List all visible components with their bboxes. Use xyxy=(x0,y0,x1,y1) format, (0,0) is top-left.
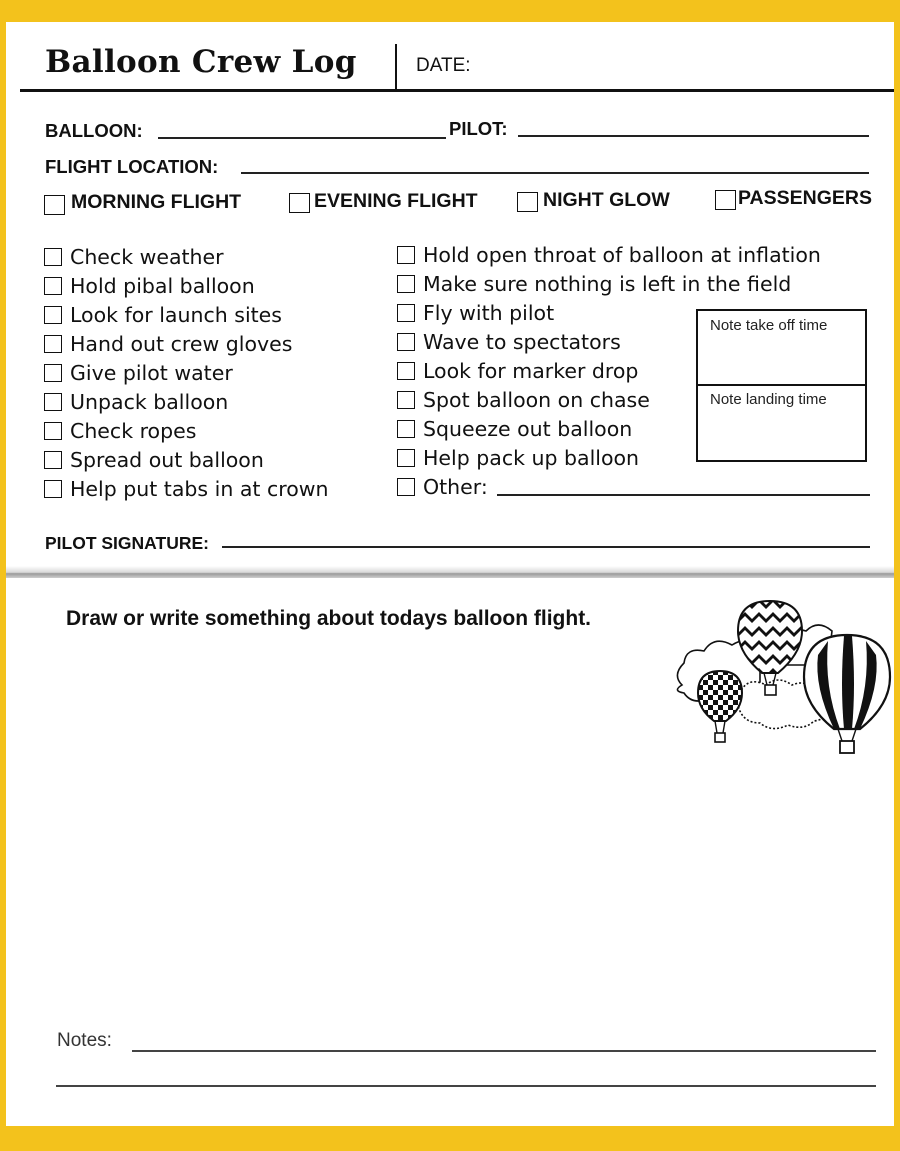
task-item-other[interactable]: Other: xyxy=(397,475,488,499)
task-checkbox[interactable] xyxy=(397,391,415,409)
drawing-prompt: Draw or write something about todays balloon flight. xyxy=(66,607,592,630)
task-checkbox[interactable] xyxy=(397,304,415,322)
pilot-label: PILOT: xyxy=(449,118,508,139)
task-item[interactable]: Help put tabs in at crown xyxy=(44,477,329,501)
task-checkbox[interactable] xyxy=(44,451,62,469)
task-checkbox[interactable] xyxy=(397,362,415,380)
task-item[interactable]: Unpack balloon xyxy=(44,390,228,414)
flight-location-field[interactable] xyxy=(241,172,869,174)
task-checkbox[interactable] xyxy=(44,335,62,353)
notes-label: Notes: xyxy=(57,1030,112,1051)
task-checkbox[interactable] xyxy=(44,248,62,266)
task-item[interactable]: Hold pibal balloon xyxy=(44,274,255,298)
task-item[interactable]: Check weather xyxy=(44,245,224,269)
page-title: Balloon Crew Log xyxy=(45,44,357,80)
task-checkbox[interactable] xyxy=(44,480,62,498)
task-checkbox[interactable] xyxy=(397,246,415,264)
pilot-field[interactable] xyxy=(518,135,869,137)
task-item[interactable]: Look for launch sites xyxy=(44,303,282,327)
task-item[interactable]: Hand out crew gloves xyxy=(44,332,292,356)
task-item[interactable]: Check ropes xyxy=(44,419,196,443)
night-glow-checkbox[interactable] xyxy=(517,192,538,212)
evening-flight-label: EVENING FLIGHT xyxy=(314,190,478,212)
balloon-field[interactable] xyxy=(158,137,446,139)
morning-flight-label: MORNING FLIGHT xyxy=(71,191,242,213)
task-checkbox[interactable] xyxy=(397,420,415,438)
night-glow-label: NIGHT GLOW xyxy=(543,189,670,211)
task-item[interactable]: Wave to spectators xyxy=(397,330,621,354)
task-item[interactable]: Help pack up balloon xyxy=(397,446,639,470)
landing-time-label: Note landing time xyxy=(710,391,827,408)
task-checkbox[interactable] xyxy=(397,478,415,496)
evening-flight-checkbox[interactable] xyxy=(289,193,310,213)
task-item[interactable]: Spot balloon on chase xyxy=(397,388,650,412)
pilot-signature-label: PILOT SIGNATURE: xyxy=(45,533,209,553)
task-checkbox[interactable] xyxy=(397,449,415,467)
task-checkbox[interactable] xyxy=(397,275,415,293)
notes-line[interactable] xyxy=(56,1085,876,1087)
notes-line[interactable] xyxy=(132,1050,876,1052)
task-item[interactable]: Squeeze out balloon xyxy=(397,417,632,441)
title-divider xyxy=(395,44,397,89)
time-box-divider xyxy=(698,384,865,386)
header-rule xyxy=(20,89,894,92)
passengers-label: PASSENGERS xyxy=(738,187,873,209)
task-checkbox[interactable] xyxy=(397,333,415,351)
balloon-label: BALLOON: xyxy=(45,120,143,141)
passengers-checkbox[interactable] xyxy=(715,190,736,210)
task-checkbox[interactable] xyxy=(44,364,62,382)
task-item[interactable]: Hold open throat of balloon at inflation xyxy=(397,243,821,267)
morning-flight-checkbox[interactable] xyxy=(44,195,65,215)
task-item[interactable]: Make sure nothing is left in the field xyxy=(397,272,791,296)
date-label: DATE: xyxy=(416,55,471,76)
pilot-signature-field[interactable] xyxy=(222,546,870,548)
task-checkbox[interactable] xyxy=(44,306,62,324)
flight-location-label: FLIGHT LOCATION: xyxy=(45,156,219,177)
task-item[interactable]: Fly with pilot xyxy=(397,301,554,325)
other-field[interactable] xyxy=(497,494,870,496)
task-checkbox[interactable] xyxy=(44,393,62,411)
time-box xyxy=(696,309,867,462)
task-item[interactable]: Give pilot water xyxy=(44,361,233,385)
task-checkbox[interactable] xyxy=(44,277,62,295)
task-item[interactable]: Spread out balloon xyxy=(44,448,264,472)
takeoff-time-label: Note take off time xyxy=(710,317,828,334)
task-item[interactable]: Look for marker drop xyxy=(397,359,638,383)
task-checkbox[interactable] xyxy=(44,422,62,440)
hot-air-balloons-illustration xyxy=(668,595,896,760)
